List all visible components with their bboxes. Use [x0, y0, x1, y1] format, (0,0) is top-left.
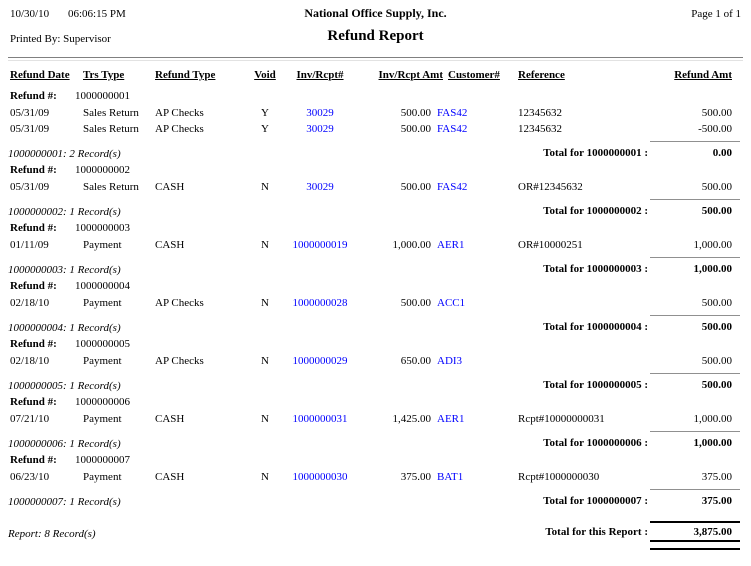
group-record-count: 1000000004: 1 Record(s)	[8, 322, 121, 334]
page-indicator: Page 1 of 1	[691, 8, 741, 20]
refund-number-value: 1000000004	[75, 280, 130, 292]
cell-trs-type: Payment	[83, 355, 122, 367]
cell-void: N	[261, 181, 269, 193]
cell-reference: OR#10000251	[518, 239, 583, 251]
cell-customer-link[interactable]: FAS42	[437, 181, 468, 193]
refund-number-label: Refund #:	[10, 164, 57, 176]
cell-trs-type: Sales Return	[83, 123, 139, 135]
cell-customer-link[interactable]: FAS42	[437, 123, 468, 135]
report-time: 06:06:15 PM	[68, 8, 126, 20]
column-header-inv-rcpt-amt: Inv/Rcpt Amt	[378, 69, 443, 81]
cell-inv-rcpt-amt: 500.00	[400, 107, 431, 119]
report-date: 10/30/10	[10, 8, 50, 20]
cell-refund-date: 06/23/10	[10, 471, 50, 483]
refund-number-value: 1000000003	[75, 222, 130, 234]
group-total-amount: 500.00	[701, 321, 732, 333]
group-total-amount: 375.00	[701, 495, 732, 507]
cell-refund-date: 07/21/10	[10, 413, 50, 425]
cell-inv-rcpt-amt: 1,000.00	[392, 239, 431, 251]
cell-refund-date: 05/31/09	[10, 107, 50, 119]
group-total-label: Total for 1000000006 :	[543, 437, 648, 449]
cell-customer-link[interactable]: AER1	[437, 413, 465, 425]
cell-customer-link[interactable]: AER1	[437, 239, 465, 251]
cell-trs-type: Sales Return	[83, 181, 139, 193]
group-record-count: 1000000003: 1 Record(s)	[8, 264, 121, 276]
cell-inv-rcpt-link[interactable]: 30029	[306, 181, 334, 193]
refund-number-label: Refund #:	[10, 90, 57, 102]
report-title: Refund Report	[327, 28, 424, 44]
cell-customer-link[interactable]: FAS42	[437, 107, 468, 119]
refund-number-label: Refund #:	[10, 454, 57, 466]
group-total-amount: 0.00	[712, 147, 732, 159]
cell-customer-link[interactable]: BAT1	[437, 471, 464, 483]
cell-inv-rcpt-link[interactable]: 30029	[306, 107, 334, 119]
cell-void: N	[261, 355, 269, 367]
company-name: National Office Supply, Inc.	[304, 6, 447, 20]
cell-refund-type: AP Checks	[155, 123, 204, 135]
cell-reference: Rcpt#1000000030	[518, 471, 600, 483]
cell-inv-rcpt-amt: 500.00	[400, 123, 431, 135]
cell-refund-date: 02/18/10	[10, 297, 50, 309]
cell-refund-type: CASH	[155, 471, 185, 483]
cell-customer-link[interactable]: ACC1	[437, 297, 466, 309]
cell-reference: 12345632	[518, 123, 562, 135]
cell-refund-date: 05/31/09	[10, 123, 50, 135]
cell-inv-rcpt-link[interactable]: 1000000019	[292, 239, 348, 251]
group-total-rule	[650, 141, 740, 142]
column-header-refund-date: Refund Date	[10, 69, 70, 81]
refund-number-value: 1000000001	[75, 90, 130, 102]
refund-number-label: Refund #:	[10, 338, 57, 350]
column-header-customer: Customer#	[448, 69, 500, 81]
report-total-rule	[650, 521, 740, 523]
cell-void: N	[261, 297, 269, 309]
group-total-rule	[650, 431, 740, 432]
cell-reference: 12345632	[518, 107, 562, 119]
refund-number-value: 1000000005	[75, 338, 130, 350]
cell-refund-date: 01/11/09	[10, 239, 49, 251]
cell-void: N	[261, 413, 269, 425]
cell-refund-type: AP Checks	[155, 355, 204, 367]
refund-number-label: Refund #:	[10, 396, 57, 408]
group-record-count: 1000000007: 1 Record(s)	[8, 496, 121, 508]
cell-void: Y	[261, 107, 269, 119]
group-record-count: 1000000002: 1 Record(s)	[8, 206, 121, 218]
cell-refund-date: 05/31/09	[10, 181, 50, 193]
cell-reference: Rcpt#10000000031	[518, 413, 605, 425]
cell-void: N	[261, 239, 269, 251]
cell-refund-amt: 500.00	[701, 297, 732, 309]
cell-refund-amt: 500.00	[701, 107, 732, 119]
group-total-label: Total for 1000000003 :	[543, 263, 648, 275]
group-total-label: Total for 1000000004 :	[543, 321, 648, 333]
cell-inv-rcpt-link[interactable]: 1000000031	[292, 413, 348, 425]
cell-inv-rcpt-link[interactable]: 1000000029	[292, 355, 348, 367]
group-total-label: Total for 1000000002 :	[543, 205, 648, 217]
cell-reference: OR#12345632	[518, 181, 583, 193]
group-total-rule	[650, 489, 740, 490]
group-total-label: Total for 1000000005 :	[543, 379, 648, 391]
group-total-label: Total for 1000000007 :	[543, 495, 648, 507]
cell-refund-amt: 500.00	[701, 181, 732, 193]
group-total-label: Total for 1000000001 :	[543, 147, 648, 159]
column-header-inv-rcpt: Inv/Rcpt#	[296, 69, 344, 81]
report-total-amount: 3,875.00	[693, 526, 732, 538]
cell-refund-type: AP Checks	[155, 297, 204, 309]
group-total-rule	[650, 373, 740, 374]
group-total-amount: 500.00	[701, 205, 732, 217]
group-total-rule	[650, 199, 740, 200]
group-total-amount: 500.00	[701, 379, 732, 391]
cell-inv-rcpt-amt: 375.00	[400, 471, 431, 483]
group-record-count: 1000000005: 1 Record(s)	[8, 380, 121, 392]
refund-number-label: Refund #:	[10, 280, 57, 292]
column-header-refund-type: Refund Type	[155, 69, 216, 81]
cell-trs-type: Payment	[83, 297, 122, 309]
column-header-trs-type: Trs Type	[83, 69, 125, 81]
group-total-rule	[650, 315, 740, 316]
cell-void: Y	[261, 123, 269, 135]
refund-number-label: Refund #:	[10, 222, 57, 234]
cell-customer-link[interactable]: ADI3	[437, 355, 463, 367]
cell-refund-amt: 500.00	[701, 355, 732, 367]
group-total-amount: 1,000.00	[693, 263, 732, 275]
cell-inv-rcpt-amt: 500.00	[400, 297, 431, 309]
cell-trs-type: Payment	[83, 413, 122, 425]
header-rule	[8, 57, 743, 61]
report-double-rule	[650, 540, 740, 550]
cell-inv-rcpt-link[interactable]: 1000000030	[292, 471, 348, 483]
column-header-refund-amt: Refund Amt	[674, 69, 732, 81]
group-total-amount: 1,000.00	[693, 437, 732, 449]
cell-refund-amt: 375.00	[701, 471, 732, 483]
column-header-void: Void	[254, 69, 276, 81]
cell-refund-type: CASH	[155, 181, 185, 193]
cell-inv-rcpt-amt: 650.00	[400, 355, 431, 367]
cell-refund-date: 02/18/10	[10, 355, 50, 367]
cell-trs-type: Sales Return	[83, 107, 139, 119]
cell-trs-type: Payment	[83, 239, 122, 251]
cell-inv-rcpt-amt: 1,425.00	[392, 413, 431, 425]
cell-refund-amt: 1,000.00	[693, 413, 732, 425]
printed-by: Printed By: Supervisor	[10, 33, 111, 45]
group-record-count: 1000000006: 1 Record(s)	[8, 438, 121, 450]
cell-inv-rcpt-amt: 500.00	[400, 181, 431, 193]
cell-trs-type: Payment	[83, 471, 122, 483]
column-header-reference: Reference	[518, 69, 565, 81]
cell-inv-rcpt-link[interactable]: 1000000028	[292, 297, 348, 309]
cell-refund-type: CASH	[155, 413, 185, 425]
refund-number-value: 1000000006	[75, 396, 130, 408]
cell-refund-type: CASH	[155, 239, 185, 251]
report-record-count: Report: 8 Record(s)	[8, 528, 96, 540]
cell-refund-amt: 1,000.00	[693, 239, 732, 251]
refund-number-value: 1000000007	[75, 454, 130, 466]
group-record-count: 1000000001: 2 Record(s)	[8, 148, 121, 160]
cell-refund-type: AP Checks	[155, 107, 204, 119]
cell-inv-rcpt-link[interactable]: 30029	[306, 123, 334, 135]
group-total-rule	[650, 257, 740, 258]
report-total-label: Total for this Report :	[545, 526, 648, 538]
refund-number-value: 1000000002	[75, 164, 130, 176]
cell-refund-amt: -500.00	[698, 123, 732, 135]
cell-void: N	[261, 471, 269, 483]
